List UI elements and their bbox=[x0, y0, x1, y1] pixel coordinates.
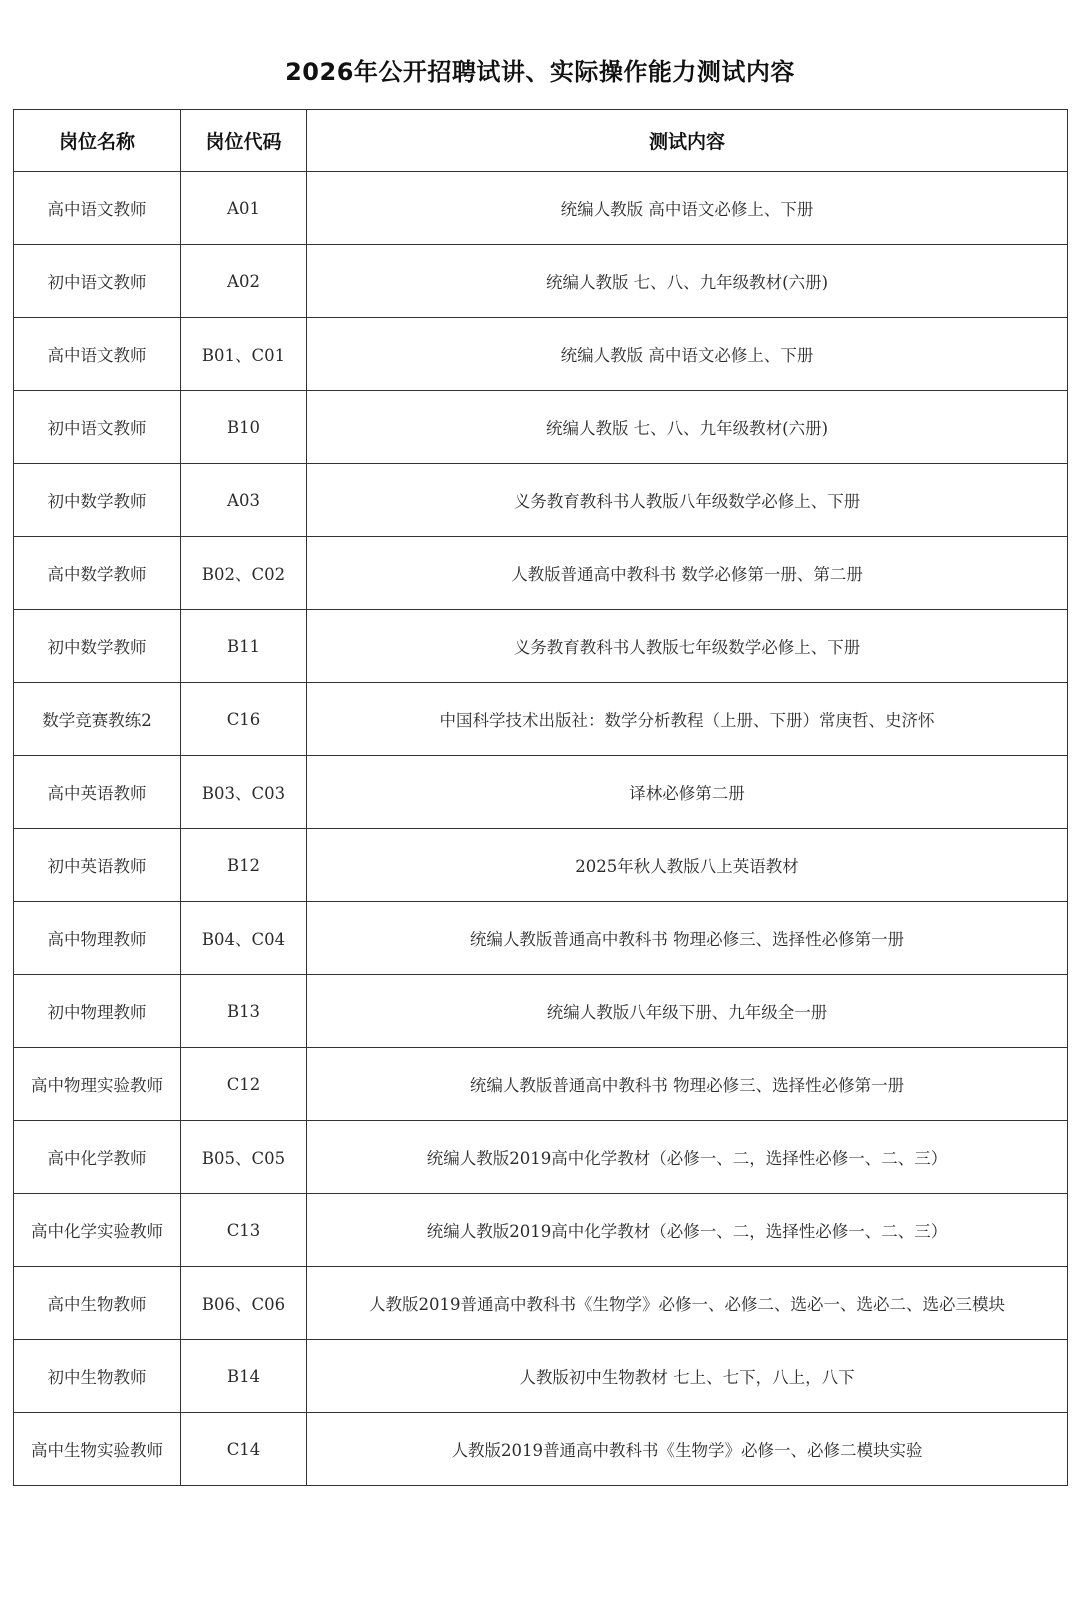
table-row bbox=[14, 610, 1068, 683]
code-cell: B10 bbox=[181, 391, 307, 464]
table-row bbox=[14, 172, 1068, 245]
document-title: 2026年公开招聘试讲、实际操作能力测试内容 bbox=[285, 58, 795, 86]
table-row bbox=[14, 1340, 1068, 1413]
content-cell: 统编人教版普通高中教科书 物理必修三、选择性必修第一册 bbox=[307, 902, 1068, 975]
position-cell: 高中英语教师 bbox=[14, 756, 181, 829]
code-cell: A03 bbox=[181, 464, 307, 537]
table-row bbox=[14, 318, 1068, 391]
content-cell: 统编人教版 高中语文必修上、下册 bbox=[307, 318, 1068, 391]
position-cell: 初中生物教师 bbox=[14, 1340, 181, 1413]
table-row bbox=[14, 537, 1068, 610]
content-cell: 统编人教版 七、八、九年级教材(六册) bbox=[307, 245, 1068, 318]
position-cell: 高中生物教师 bbox=[14, 1267, 181, 1340]
position-cell: 高中语文教师 bbox=[14, 172, 181, 245]
content-cell: 人教版2019普通高中教科书《生物学》必修一、必修二、选必一、选必二、选必三模块 bbox=[307, 1267, 1068, 1340]
table-row bbox=[14, 1267, 1068, 1340]
content-cell: 人教版初中生物教材 七上、七下，八上，八下 bbox=[307, 1340, 1068, 1413]
code-cell: B13 bbox=[181, 975, 307, 1048]
code-cell: A01 bbox=[181, 172, 307, 245]
table-row bbox=[14, 1194, 1068, 1267]
code-cell: C13 bbox=[181, 1194, 307, 1267]
table-row bbox=[14, 245, 1068, 318]
content-cell: 统编人教版普通高中教科书 物理必修三、选择性必修第一册 bbox=[307, 1048, 1068, 1121]
content-cell: 义务教育教科书人教版八年级数学必修上、下册 bbox=[307, 464, 1068, 537]
table-header-row bbox=[14, 110, 1068, 172]
table-row bbox=[14, 975, 1068, 1048]
code-cell: C14 bbox=[181, 1413, 307, 1486]
position-cell: 初中物理教师 bbox=[14, 975, 181, 1048]
table-row bbox=[14, 1413, 1068, 1486]
test-content-table bbox=[13, 109, 1068, 1486]
table-row bbox=[14, 902, 1068, 975]
content-cell: 统编人教版 高中语文必修上、下册 bbox=[307, 172, 1068, 245]
content-cell: 义务教育教科书人教版七年级数学必修上、下册 bbox=[307, 610, 1068, 683]
position-cell: 初中语文教师 bbox=[14, 245, 181, 318]
content-cell: 中国科学技术出版社：数学分析教程（上册、下册）常庚哲、史济怀 bbox=[307, 683, 1068, 756]
position-cell: 高中语文教师 bbox=[14, 318, 181, 391]
table-row bbox=[14, 683, 1068, 756]
position-cell: 高中数学教师 bbox=[14, 537, 181, 610]
column-header-position: 岗位名称 bbox=[14, 110, 181, 172]
position-cell: 高中化学实验教师 bbox=[14, 1194, 181, 1267]
content-cell: 统编人教版八年级下册、九年级全一册 bbox=[307, 975, 1068, 1048]
code-cell: B14 bbox=[181, 1340, 307, 1413]
column-header-code: 岗位代码 bbox=[181, 110, 307, 172]
code-cell: C12 bbox=[181, 1048, 307, 1121]
table-row bbox=[14, 756, 1068, 829]
table-row bbox=[14, 464, 1068, 537]
content-cell: 人教版普通高中教科书 数学必修第一册、第二册 bbox=[307, 537, 1068, 610]
position-cell: 高中生物实验教师 bbox=[14, 1413, 181, 1486]
position-cell: 初中英语教师 bbox=[14, 829, 181, 902]
content-cell: 统编人教版2019高中化学教材（必修一、二，选择性必修一、二、三） bbox=[307, 1194, 1068, 1267]
code-cell: B02、C02 bbox=[181, 537, 307, 610]
position-cell: 高中物理教师 bbox=[14, 902, 181, 975]
table-row bbox=[14, 1121, 1068, 1194]
code-cell: B11 bbox=[181, 610, 307, 683]
position-cell: 数学竞赛教练2 bbox=[14, 683, 181, 756]
position-cell: 初中语文教师 bbox=[14, 391, 181, 464]
code-cell: B01、C01 bbox=[181, 318, 307, 391]
position-cell: 高中物理实验教师 bbox=[14, 1048, 181, 1121]
content-cell: 译林必修第二册 bbox=[307, 756, 1068, 829]
code-cell: B12 bbox=[181, 829, 307, 902]
code-cell: B04、C04 bbox=[181, 902, 307, 975]
code-cell: C16 bbox=[181, 683, 307, 756]
code-cell: A02 bbox=[181, 245, 307, 318]
content-cell: 统编人教版 七、八、九年级教材(六册) bbox=[307, 391, 1068, 464]
code-cell: B03、C03 bbox=[181, 756, 307, 829]
code-cell: B05、C05 bbox=[181, 1121, 307, 1194]
content-cell: 2025年秋人教版八上英语教材 bbox=[307, 829, 1068, 902]
position-cell: 高中化学教师 bbox=[14, 1121, 181, 1194]
table-row bbox=[14, 829, 1068, 902]
position-cell: 初中数学教师 bbox=[14, 464, 181, 537]
table-row bbox=[14, 391, 1068, 464]
code-cell: B06、C06 bbox=[181, 1267, 307, 1340]
position-cell: 初中数学教师 bbox=[14, 610, 181, 683]
content-cell: 统编人教版2019高中化学教材（必修一、二，选择性必修一、二、三） bbox=[307, 1121, 1068, 1194]
column-header-content: 测试内容 bbox=[307, 110, 1068, 172]
table-row bbox=[14, 1048, 1068, 1121]
content-cell: 人教版2019普通高中教科书《生物学》必修一、必修二模块实验 bbox=[307, 1413, 1068, 1486]
